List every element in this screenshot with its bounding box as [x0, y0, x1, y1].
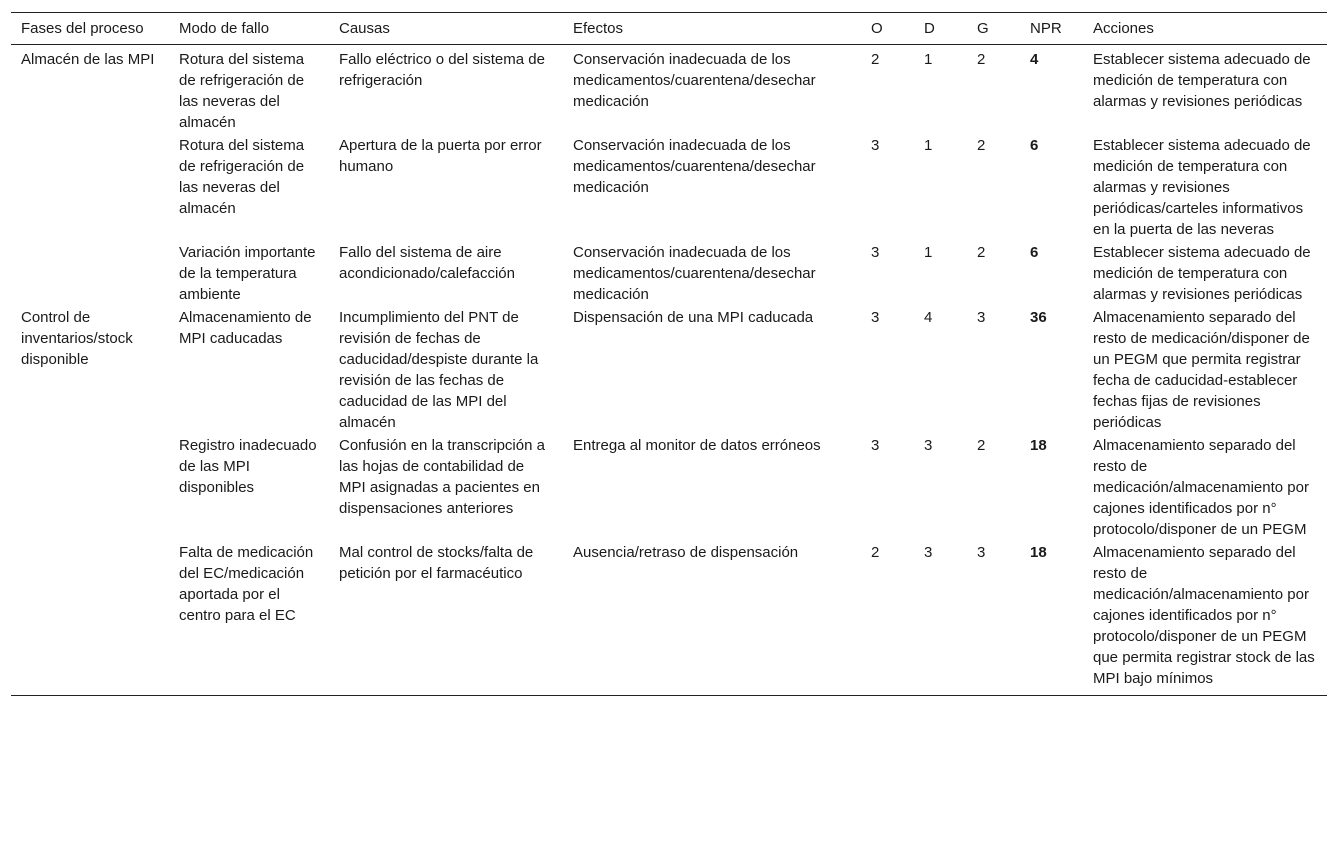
table-row — [11, 541, 1327, 696]
table-header — [11, 13, 1327, 45]
cell-causas: Apertura de la puerta por error humano — [339, 137, 542, 175]
cell-efectos: Conservación inadecuada de los medicamentos/cuarentena/desechar medicación — [573, 51, 816, 110]
table-body — [11, 45, 1327, 696]
cell-efectos: Dispensación de una MPI caducada — [573, 309, 814, 326]
cell-acciones: Almacenamiento separado del resto de medicación/almacenamiento por cajones identificados por n° protocolo/disponer de un PEGM que permita registrar stock de las MPI bajo mínimos — [1093, 544, 1315, 687]
cell-efectos: Conservación inadecuada de los medicamentos/cuarentena/desechar medicación — [573, 137, 816, 196]
cell-efectos: Ausencia/retraso de dispensación — [573, 544, 799, 561]
header-npr: NPR — [1030, 20, 1062, 37]
table-row — [11, 434, 1327, 541]
cell-modo: Registro inadecuado de las MPI disponibles — [179, 437, 317, 496]
cell-causas: Mal control de stocks/falta de petición por el farmacéutico — [339, 544, 534, 582]
cell-npr: 6 — [1030, 137, 1039, 154]
cell-acciones: Establecer sistema adecuado de medición de temperatura con alarmas y revisiones periódicas — [1093, 244, 1311, 303]
cell-g: 3 — [977, 544, 986, 561]
cell-o: 2 — [871, 544, 880, 561]
cell-d: 3 — [924, 544, 933, 561]
cell-d: 1 — [924, 137, 933, 154]
cell-g: 2 — [977, 437, 986, 454]
cell-npr: 18 — [1030, 544, 1047, 561]
header-efectos: Efectos — [573, 20, 624, 37]
cell-modo: Almacenamiento de MPI caducadas — [179, 309, 312, 347]
cell-fase — [11, 434, 169, 541]
table-row — [11, 241, 1327, 306]
header-causas: Causas — [339, 20, 390, 37]
cell-efectos: Conservación inadecuada de los medicamentos/cuarentena/desechar medicación — [573, 244, 816, 303]
cell-g: 2 — [977, 137, 986, 154]
header-g: G — [977, 20, 989, 37]
cell-o: 3 — [871, 437, 880, 454]
header-row — [11, 13, 1327, 45]
cell-modo: Rotura del sistema de refrigeración de las neveras del almacén — [179, 137, 305, 217]
cell-causas: Fallo eléctrico o del sistema de refrigeración — [339, 51, 545, 89]
cell-d: 1 — [924, 244, 933, 261]
cell-d: 3 — [924, 437, 933, 454]
cell-d: 1 — [924, 51, 933, 68]
cell-fase — [11, 134, 169, 241]
cell-o: 3 — [871, 244, 880, 261]
cell-acciones: Almacenamiento separado del resto de medicación/almacenamiento por cajones identificados por n° protocolo/disponer de un PEGM — [1093, 437, 1309, 538]
cell-modo: Variación importante de la temperatura ambiente — [179, 244, 316, 303]
cell-g: 2 — [977, 51, 986, 68]
header-o: O — [871, 20, 883, 37]
cell-fase: Almacén de las MPI — [21, 51, 155, 68]
cell-acciones: Establecer sistema adecuado de medición de temperatura con alarmas y revisiones periódicas/carteles informativos en la puerta de las neveras — [1093, 137, 1311, 238]
header-modo-fallo: Modo de fallo — [179, 20, 270, 37]
table-row — [11, 306, 1327, 434]
cell-npr: 18 — [1030, 437, 1047, 454]
cell-npr: 4 — [1030, 51, 1039, 68]
cell-o: 2 — [871, 51, 880, 68]
header-d: D — [924, 20, 935, 37]
table-row — [11, 45, 1327, 135]
cell-d: 4 — [924, 309, 933, 326]
header-fases: Fases del proceso — [21, 20, 144, 37]
header-acciones: Acciones — [1093, 20, 1154, 37]
cell-causas: Confusión en la transcripción a las hojas de contabilidad de MPI asignadas a pacientes en dispensaciones anteriores — [339, 437, 545, 517]
cell-acciones: Establecer sistema adecuado de medición de temperatura con alarmas y revisiones periódicas — [1093, 51, 1311, 110]
cell-causas: Incumplimiento del PNT de revisión de fechas de caducidad/despiste durante la revisión de las fechas de caducidad de las MPI del almacén — [339, 309, 539, 431]
amfe-table-container — [11, 12, 1327, 696]
cell-modo: Rotura del sistema de refrigeración de las neveras del almacén — [179, 51, 305, 131]
cell-g: 2 — [977, 244, 986, 261]
cell-o: 3 — [871, 309, 880, 326]
cell-npr: 36 — [1030, 309, 1047, 326]
cell-npr: 6 — [1030, 244, 1039, 261]
amfe-table — [11, 12, 1327, 696]
cell-efectos: Entrega al monitor de datos erróneos — [573, 437, 821, 454]
cell-o: 3 — [871, 137, 880, 154]
cell-modo: Falta de medicación del EC/medicación aportada por el centro para el EC — [179, 544, 314, 624]
table-row — [11, 134, 1327, 241]
cell-fase: Control de inventarios/stock disponible — [21, 309, 133, 368]
cell-g: 3 — [977, 309, 986, 326]
cell-acciones: Almacenamiento separado del resto de medicación/disponer de un PEGM que permita registrar fecha de caducidad-establecer fechas fijas de revisiones periódicas — [1093, 309, 1310, 431]
cell-fase — [11, 541, 169, 696]
cell-causas: Fallo del sistema de aire acondicionado/calefacción — [339, 244, 515, 282]
cell-fase — [11, 241, 169, 306]
